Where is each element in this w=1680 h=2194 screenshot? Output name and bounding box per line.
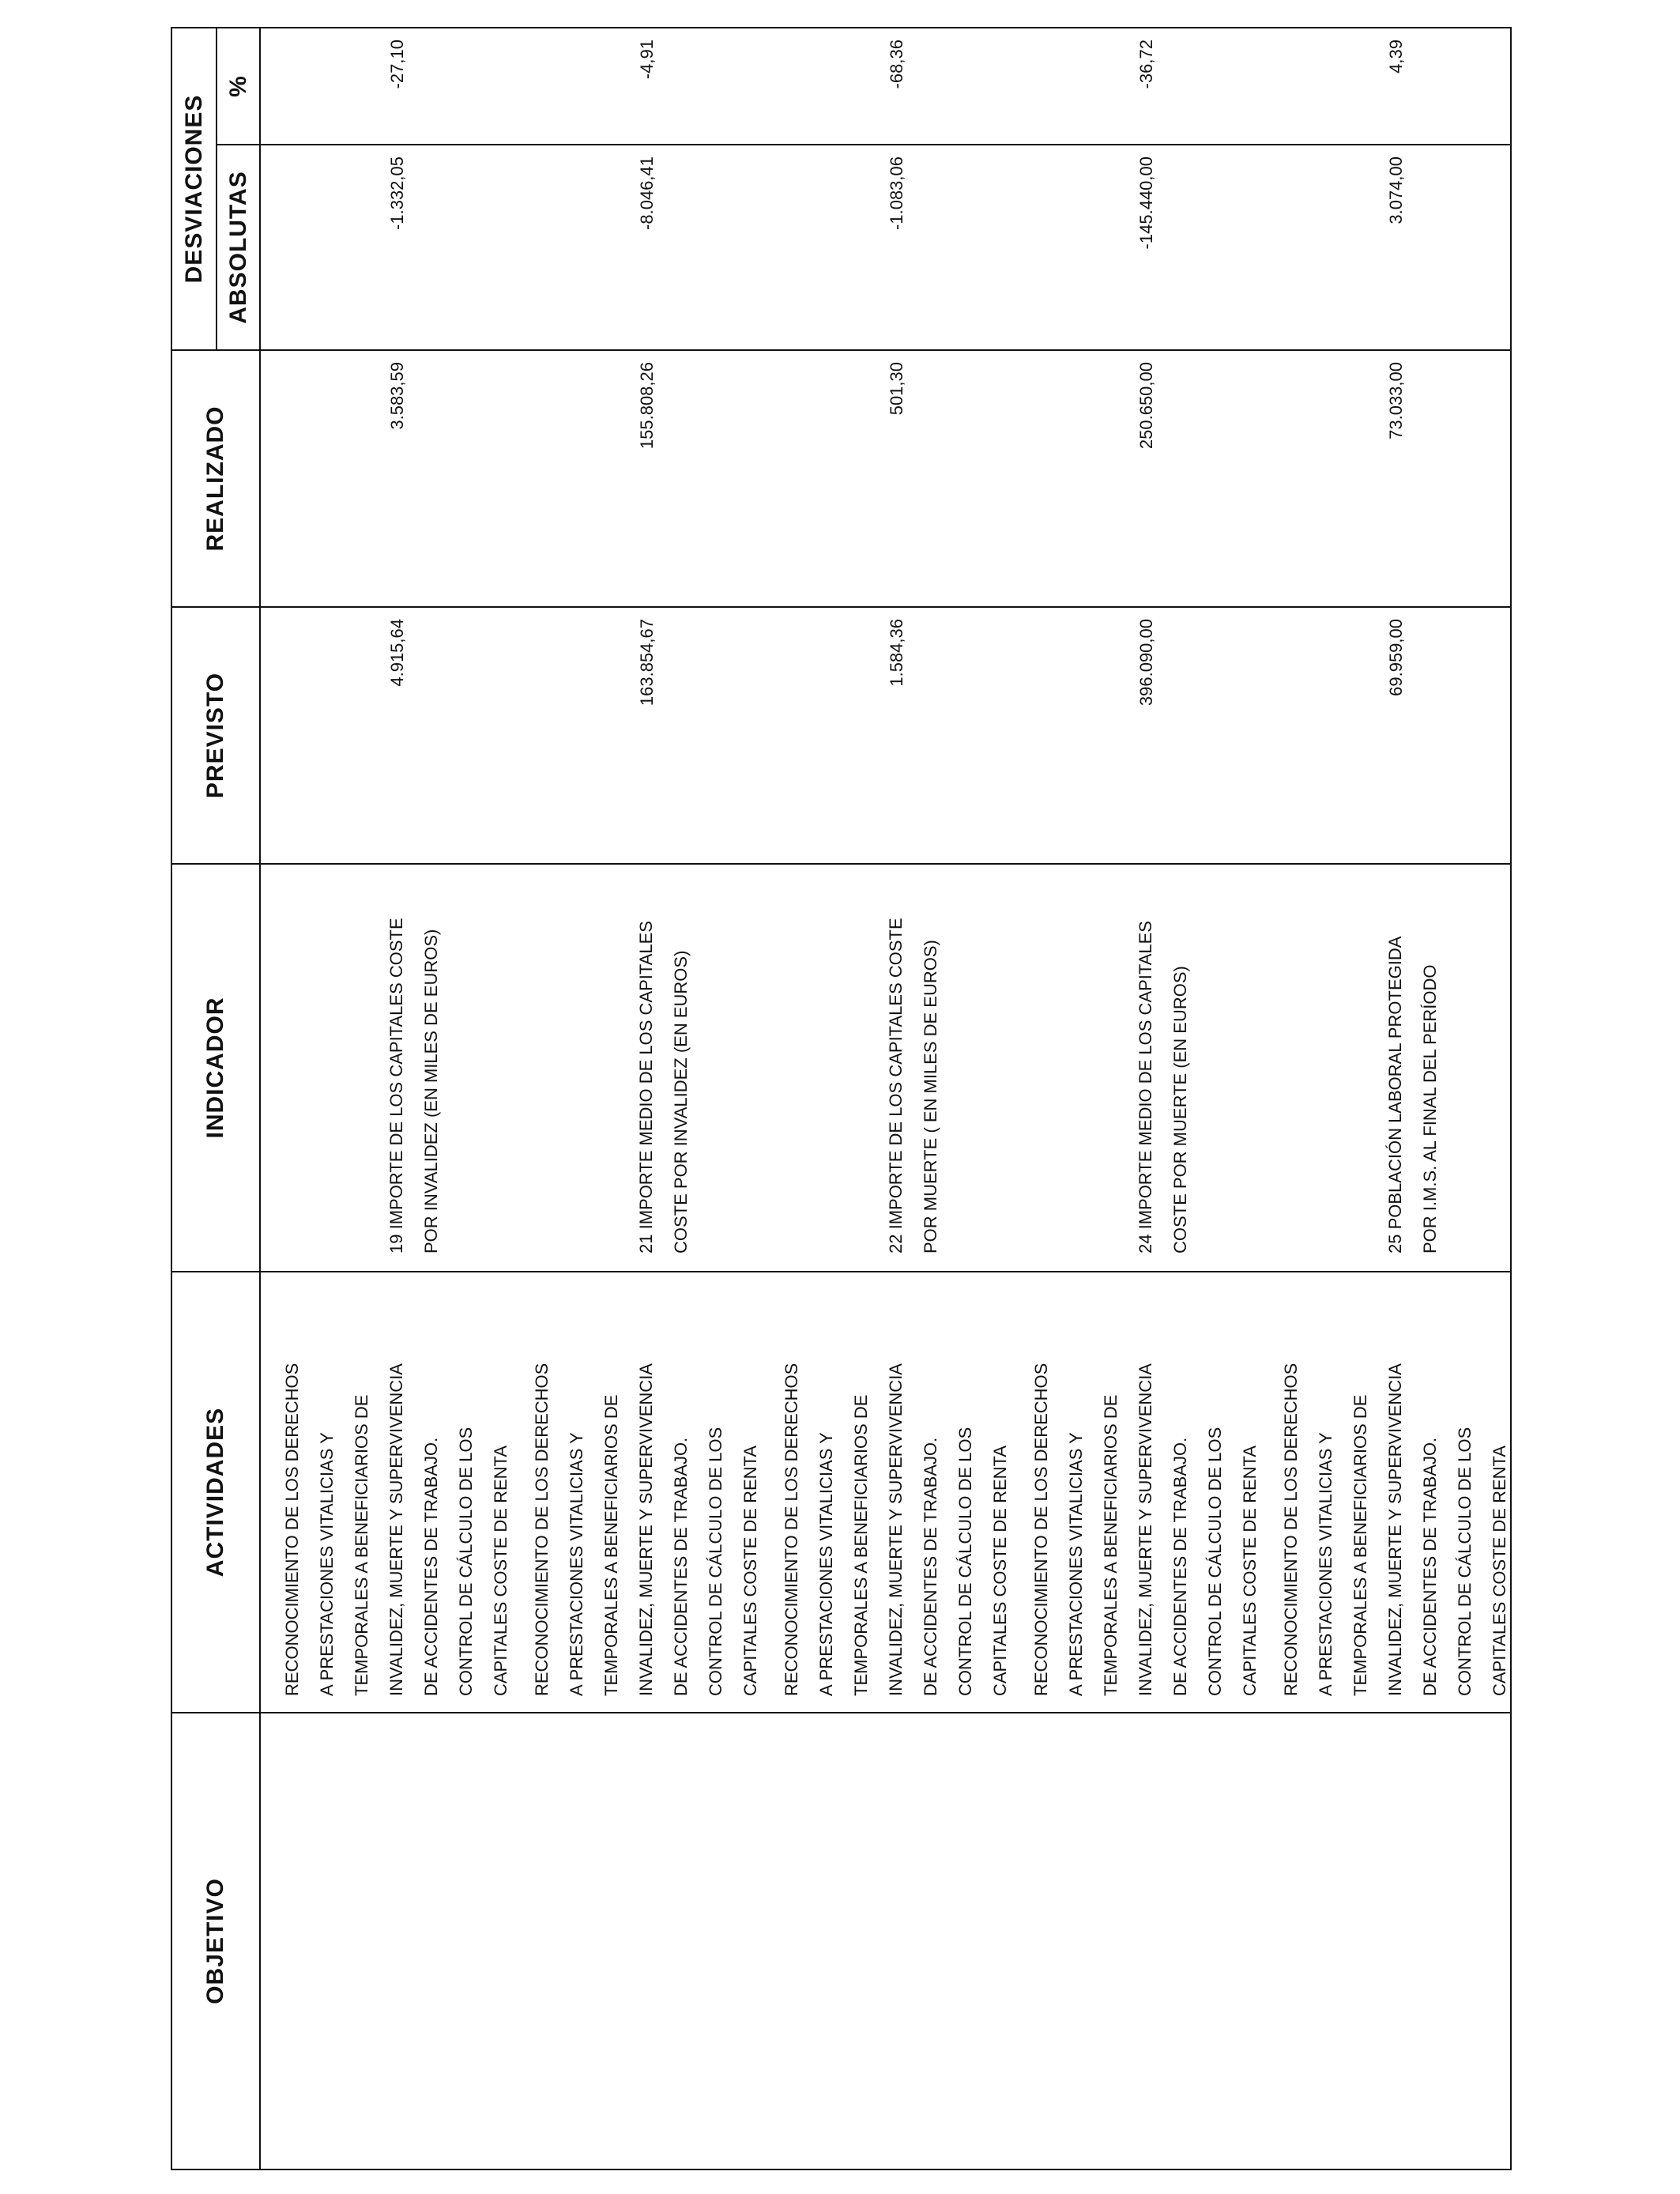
- actividades-line: TEMPORALES A BENEFICIARIOS DE: [601, 1394, 621, 1696]
- indicador-text: [629, 874, 699, 1253]
- absolutas-cell: [260, 145, 1511, 350]
- header-indicador: INDICADOR: [171, 864, 260, 1272]
- indicador-text: [1378, 874, 1448, 1253]
- actividades-line: INVALIDEZ, MUERTE Y SUPERVIVENCIA: [886, 1363, 906, 1696]
- indicador-line: POR INVALIDEZ (EN MILES DE EUROS): [421, 929, 441, 1253]
- actividades-line: CAPITALES COSTE DE RENTA: [1240, 1445, 1260, 1696]
- actividades-text: [275, 1363, 518, 1696]
- porcentaje-value: 4,39: [1386, 40, 1406, 74]
- indicador-line: 21 IMPORTE MEDIO DE LOS CAPITALES: [636, 921, 656, 1253]
- actividades-line: DE ACCIDENTES DE TRABAJO.: [921, 1437, 940, 1696]
- actividades-line: DE ACCIDENTES DE TRABAJO.: [421, 1437, 441, 1696]
- actividades-cell: [260, 1272, 1511, 1713]
- indicador-line: 24 IMPORTE MEDIO DE LOS CAPITALES: [1136, 921, 1155, 1253]
- actividades-line: INVALIDEZ, MUERTE Y SUPERVIVENCIA: [386, 1363, 406, 1696]
- actividades-text: [1274, 1363, 1517, 1696]
- indicador-text: [1128, 874, 1198, 1253]
- actividades-line: DE ACCIDENTES DE TRABAJO.: [1170, 1437, 1190, 1696]
- absoluta-value: -145.440,00: [1136, 156, 1156, 250]
- indicador-line: POR I.M.S. AL FINAL DEL PERÍODO: [1420, 964, 1440, 1253]
- actividades-line: RECONOCIMIENTO DE LOS DERECHOS: [1281, 1363, 1301, 1696]
- actividades-line: DE ACCIDENTES DE TRABAJO.: [1420, 1437, 1440, 1696]
- indicador-line: COSTE POR INVALIDEZ (EN EUROS): [671, 950, 691, 1253]
- actividades-text: [525, 1363, 768, 1696]
- actividades-line: A PRESTACIONES VITALICIAS Y: [567, 1432, 586, 1696]
- header-porcentaje: %: [217, 28, 260, 145]
- indicators-table: [171, 27, 1512, 2170]
- actividades-line: CONTROL DE CÁLCULO DE LOS: [1205, 1427, 1225, 1696]
- realizado-cell: [260, 350, 1511, 607]
- indicador-text: [879, 874, 948, 1253]
- previsto-value: 69.959,00: [1386, 619, 1406, 696]
- actividades-line: RECONOCIMIENTO DE LOS DERECHOS: [282, 1363, 302, 1696]
- porcentaje-cell: [260, 28, 1511, 145]
- realizado-value: 73.033,00: [1386, 362, 1406, 439]
- actividades-line: RECONOCIMIENTO DE LOS DERECHOS: [782, 1363, 801, 1696]
- absoluta-value: -1.332,05: [387, 156, 407, 230]
- realizado-value: 3.583,59: [387, 362, 407, 430]
- previsto-cell: [260, 607, 1511, 864]
- absoluta-value: -8.046,41: [637, 156, 657, 230]
- actividades-line: INVALIDEZ, MUERTE Y SUPERVIVENCIA: [1385, 1363, 1405, 1696]
- actividades-line: DE ACCIDENTES DE TRABAJO.: [671, 1437, 691, 1696]
- actividades-line: CONTROL DE CÁLCULO DE LOS: [706, 1427, 725, 1696]
- realizado-value: 501,30: [887, 362, 906, 416]
- indicador-line: 25 POBLACIÓN LABORAL PROTEGIDA: [1385, 936, 1405, 1253]
- actividades-line: CONTROL DE CÁLCULO DE LOS: [955, 1427, 975, 1696]
- header-previsto: PREVISTO: [171, 607, 260, 864]
- absoluta-value: -1.083,06: [887, 156, 906, 230]
- actividades-line: CONTROL DE CÁLCULO DE LOS: [456, 1427, 476, 1696]
- actividades-text: [774, 1363, 1018, 1696]
- previsto-value: 1.584,36: [887, 619, 906, 687]
- porcentaje-value: -27,10: [387, 40, 407, 89]
- actividades-line: INVALIDEZ, MUERTE Y SUPERVIVENCIA: [1136, 1363, 1155, 1696]
- actividades-line: CONTROL DE CÁLCULO DE LOS: [1455, 1427, 1475, 1696]
- header-actividades: ACTIVIDADES: [171, 1272, 260, 1713]
- indicador-line: POR MUERTE ( EN MILES DE EUROS): [921, 940, 940, 1253]
- porcentaje-value: -36,72: [1136, 40, 1156, 89]
- previsto-value: 396.090,00: [1136, 619, 1156, 707]
- actividades-line: CAPITALES COSTE DE RENTA: [990, 1445, 1010, 1696]
- actividades-line: TEMPORALES A BENEFICIARIOS DE: [851, 1394, 871, 1696]
- actividades-line: TEMPORALES A BENEFICIARIOS DE: [1350, 1394, 1370, 1696]
- realizado-value: 250.650,00: [1136, 362, 1156, 450]
- actividades-line: CAPITALES COSTE DE RENTA: [740, 1445, 760, 1696]
- actividades-line: RECONOCIMIENTO DE LOS DERECHOS: [1031, 1363, 1051, 1696]
- porcentaje-value: -4,91: [637, 40, 657, 80]
- actividades-line: A PRESTACIONES VITALICIAS Y: [317, 1432, 337, 1696]
- actividades-line: TEMPORALES A BENEFICIARIOS DE: [352, 1394, 371, 1696]
- absoluta-value: 3.074,00: [1386, 156, 1406, 224]
- header-absolutas: ABSOLUTAS: [217, 145, 260, 350]
- header-objetivo: OBJETIVO: [171, 1713, 260, 2169]
- actividades-line: TEMPORALES A BENEFICIARIOS DE: [1101, 1394, 1121, 1696]
- actividades-line: INVALIDEZ, MUERTE Y SUPERVIVENCIA: [636, 1363, 656, 1696]
- header-realizado: REALIZADO: [171, 350, 260, 607]
- previsto-value: 163.854,67: [637, 619, 657, 707]
- actividades-line: A PRESTACIONES VITALICIAS Y: [1066, 1432, 1086, 1696]
- indicador-line: 19 IMPORTE DE LOS CAPITALES COSTE: [386, 918, 406, 1253]
- objetivo-cell: [260, 1713, 1511, 2169]
- porcentaje-value: -68,36: [887, 40, 906, 89]
- actividades-line: CAPITALES COSTE DE RENTA: [491, 1445, 510, 1696]
- actividades-line: A PRESTACIONES VITALICIAS Y: [1316, 1432, 1335, 1696]
- actividades-line: RECONOCIMIENTO DE LOS DERECHOS: [532, 1363, 552, 1696]
- actividades-line: CAPITALES COSTE DE RENTA: [1490, 1445, 1509, 1696]
- realizado-value: 155.808,26: [637, 362, 657, 450]
- header-desviaciones: DESVIACIONES: [171, 28, 217, 350]
- previsto-value: 4.915,64: [387, 619, 407, 687]
- actividades-text: [1024, 1363, 1268, 1696]
- indicador-line: COSTE POR MUERTE (EN EUROS): [1170, 966, 1190, 1253]
- indicador-line: 22 IMPORTE DE LOS CAPITALES COSTE: [886, 918, 906, 1253]
- actividades-line: A PRESTACIONES VITALICIAS Y: [816, 1432, 836, 1696]
- indicador-cell: [260, 864, 1511, 1272]
- indicador-text: [379, 874, 449, 1253]
